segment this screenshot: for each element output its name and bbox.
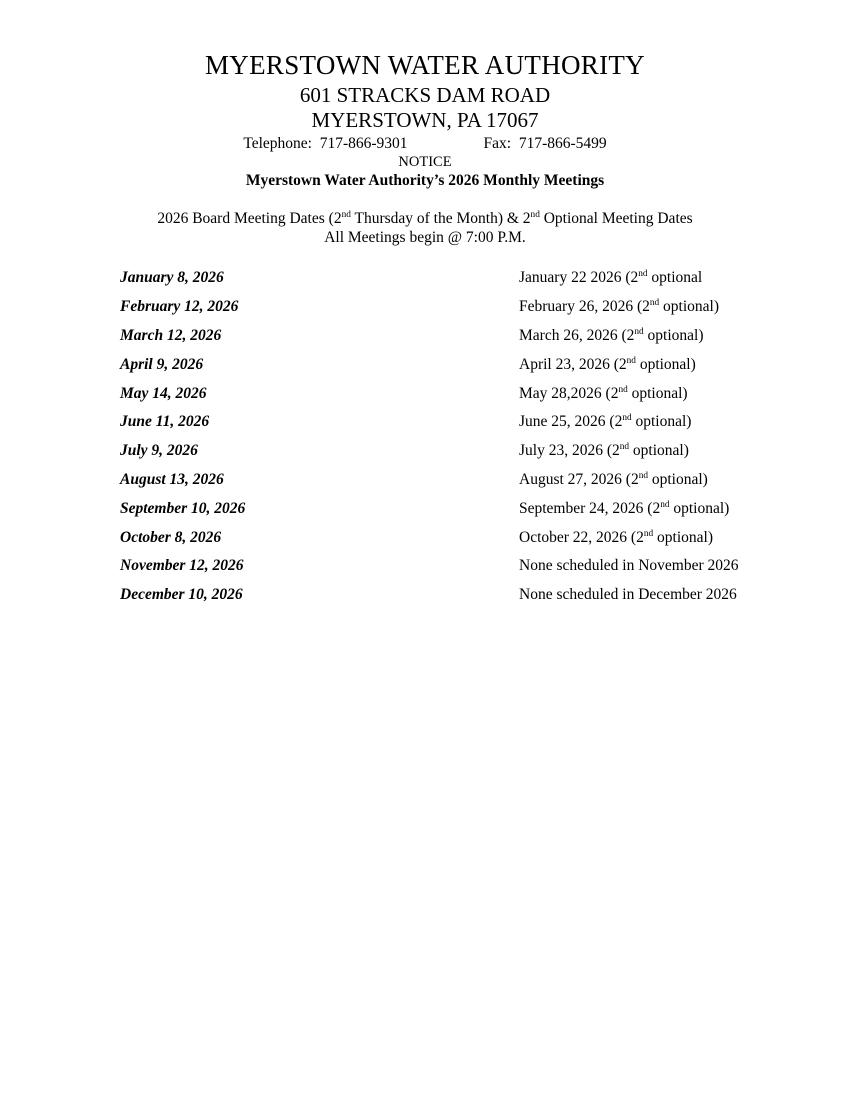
address-city-state-zip: MYERSTOWN, PA 17067 (311, 108, 539, 132)
fax-number: Fax: 717-866-5499 (483, 135, 607, 152)
board-meeting-date: February 12, 2026 (120, 298, 239, 316)
board-meeting-date: August 13, 2026 (120, 470, 224, 488)
optional-meeting-date: None scheduled in December 2026 (519, 586, 737, 604)
optional-meeting-date: February 26, 2026 (2nd optional) (519, 298, 720, 316)
board-meeting-date: November 12, 2026 (120, 557, 244, 575)
address-street: 601 STRACKS DAM ROAD (299, 83, 551, 107)
meeting-row (120, 523, 790, 552)
optional-meeting-date: September 24, 2026 (2nd optional) (519, 499, 730, 517)
meeting-row (120, 552, 790, 581)
optional-meeting-date: January 22 2026 (2nd optional (519, 269, 703, 287)
board-meeting-date: May 14, 2026 (120, 384, 207, 402)
meeting-row (120, 293, 790, 322)
meeting-row (120, 408, 790, 437)
meetings-schedule-table (120, 264, 790, 610)
board-meeting-date: January 8, 2026 (120, 269, 224, 287)
optional-meeting-date: May 28,2026 (2nd optional) (519, 384, 688, 402)
board-meeting-date: October 8, 2026 (120, 528, 222, 546)
meeting-row (120, 350, 790, 379)
telephone-number: Telephone: 717-866-9301 (243, 135, 408, 152)
board-meeting-date: April 9, 2026 (120, 355, 204, 373)
board-meeting-date: September 10, 2026 (120, 499, 246, 517)
meeting-dates-description: 2026 Board Meeting Dates (2nd Thursday of the Month) & 2nd Optional Meeting Dates (157, 209, 693, 227)
optional-meeting-date: June 25, 2026 (2nd optional) (519, 413, 692, 431)
optional-meeting-date: April 23, 2026 (2nd optional) (519, 355, 696, 373)
meeting-row (120, 437, 790, 466)
meeting-row (120, 581, 790, 610)
optional-meeting-date: March 26, 2026 (2nd optional) (519, 326, 704, 344)
notice-label: NOTICE (398, 154, 452, 170)
optional-meeting-date: October 22, 2026 (2nd optional) (519, 528, 713, 546)
optional-meeting-date: August 27, 2026 (2nd optional) (519, 470, 708, 488)
meeting-row (120, 322, 790, 351)
meeting-row (120, 466, 790, 495)
meeting-row (120, 379, 790, 408)
meeting-row (120, 494, 790, 523)
contact-line (0, 135, 850, 153)
board-meeting-date: March 12, 2026 (120, 326, 222, 344)
board-meeting-date: July 9, 2026 (120, 442, 198, 460)
board-meeting-date: June 11, 2026 (120, 413, 210, 431)
board-meeting-date: December 10, 2026 (120, 586, 243, 604)
meeting-row (120, 264, 790, 293)
document-title: MYERSTOWN WATER AUTHORITY (204, 50, 645, 80)
optional-meeting-date: July 23, 2026 (2nd optional) (519, 442, 689, 460)
optional-meeting-date: None scheduled in November 2026 (519, 557, 739, 575)
meeting-time-note: All Meetings begin @ 7:00 P.M. (324, 229, 526, 246)
meetings-heading: Myerstown Water Authority’s 2026 Monthly Meetings (245, 172, 605, 189)
